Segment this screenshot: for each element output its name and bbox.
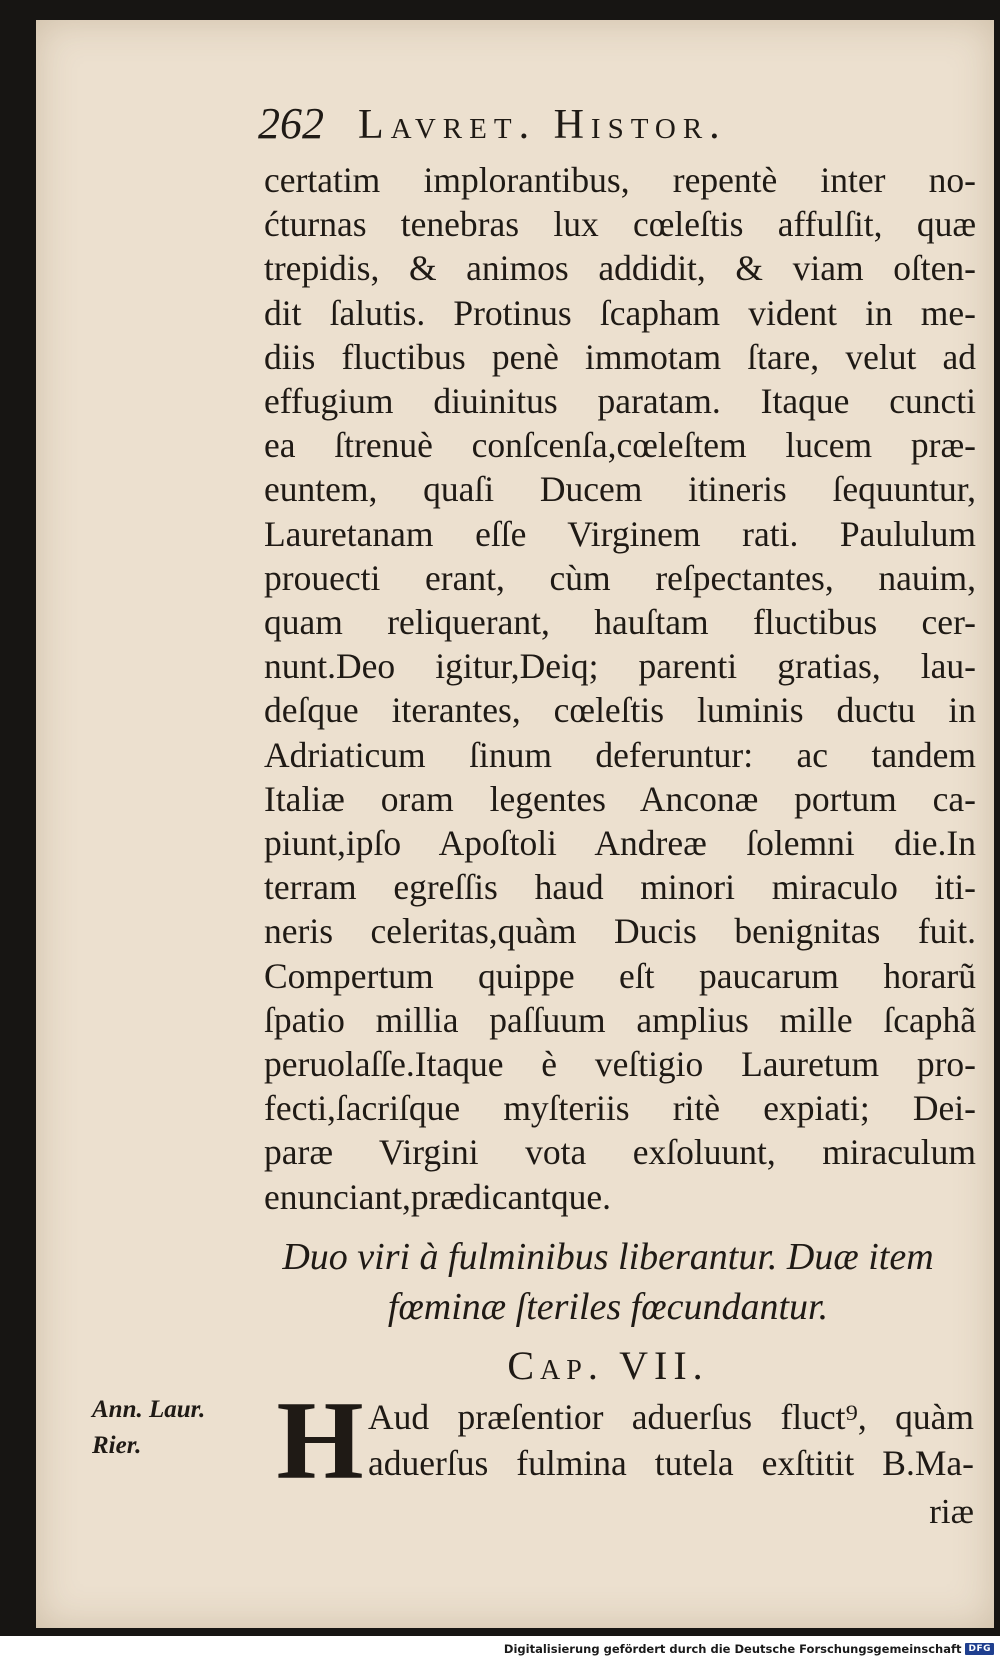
text-line: Adriaticum ſinum deferuntur: ac tandem	[264, 734, 976, 775]
text-line: dit ſalutis. Protinus ſcapham vident in me-	[264, 292, 976, 333]
book-page	[36, 20, 994, 1628]
text-line: piunt,ipſo Apoſtoli Andreæ ſolemni die.In	[264, 823, 976, 864]
text-line: aduerſus fulmina tutela exſtitit B.Ma-	[368, 1443, 974, 1483]
text-line: ſpatio millia paſſuum amplius mille ſcaphã	[264, 999, 976, 1040]
page-header	[258, 98, 878, 158]
text-line: ćturnas tenebras lux cœleſtis affulſit, quæ	[264, 204, 976, 245]
text-line: peruolaſſe.Itaque è veſtigio Lauretum pro-	[264, 1044, 976, 1085]
text-line: diis fluctibus penè immotam ſtare, velut ad	[264, 336, 976, 377]
page-number: 262	[258, 99, 324, 148]
text-line: terram egreſſis haud minori miraculo iti-	[264, 867, 976, 908]
text-line: neris celeritas,quàm Ducis benignitas fuit.	[264, 911, 976, 952]
marginal-note-line: Ann. Laur.	[92, 1396, 206, 1423]
dfg-logo-icon: DFG	[965, 1643, 994, 1655]
chapter-heading-line: Duo viri à fulminibus liberantur. Duæ item	[282, 1236, 934, 1278]
text-line: Lauretanam eſſe Virginem rati. Paululum	[264, 513, 976, 554]
text-line: trepidis, & animos addidit, & viam oſten-	[264, 248, 976, 289]
running-title: Lavret. Histor.	[358, 102, 727, 148]
text-line: effugium diuinitus paratam. Itaque cuncti	[264, 381, 976, 422]
text-line: paræ Virgini vota exſoluunt, miraculum	[264, 1132, 976, 1173]
body-paragraph	[264, 158, 976, 1219]
text-line: Italiæ oram legentes Anconæ portum ca-	[264, 778, 976, 819]
credit-text: Digitalisierung gefördert durch die Deutsche Forschungsgemeinschaft	[503, 1642, 962, 1656]
chapter-heading-line: fœminæ ſteriles fœcundantur.	[387, 1286, 829, 1328]
text-line: enunciant,prædicantque.	[264, 1176, 611, 1217]
text-line: quam reliquerant, hauſtam fluctibus cer-	[264, 602, 976, 643]
text-line: deſque iterantes, cœleſtis luminis ductu in	[264, 690, 976, 731]
text-line: fecti,ſacriſque myſteriis ritè expiati; Dei-	[264, 1088, 976, 1129]
initial-capital: H	[276, 1379, 364, 1503]
text-line: Aud præſentior aduerſus fluct⁹, quàm	[368, 1397, 974, 1437]
text-line: euntem, quaſi Ducem itineris ſequuntur,	[264, 469, 976, 510]
text-line: ea ſtrenuè conſcenſa,cœleſtem lucem præ-	[264, 425, 976, 466]
marginal-note	[92, 1392, 252, 1464]
text-line: nunt.Deo igitur,Deiq; parenti gratias, lau-	[264, 646, 976, 687]
text-line: prouecti erant, cùm reſpectantes, nauim,	[264, 557, 976, 598]
digitization-credit	[504, 1642, 994, 1656]
chapter-number: Cap. VII.	[507, 1343, 709, 1388]
chapter-heading	[244, 1232, 972, 1332]
text-line: Compertum quippe eſt paucarum horarũ	[264, 955, 976, 996]
marginal-note-line: Rier.	[92, 1432, 142, 1459]
text-line: certatim implorantibus, repentè inter no-	[264, 160, 976, 200]
catchword: riæ	[929, 1492, 974, 1531]
chapter-opening-text	[368, 1394, 974, 1486]
